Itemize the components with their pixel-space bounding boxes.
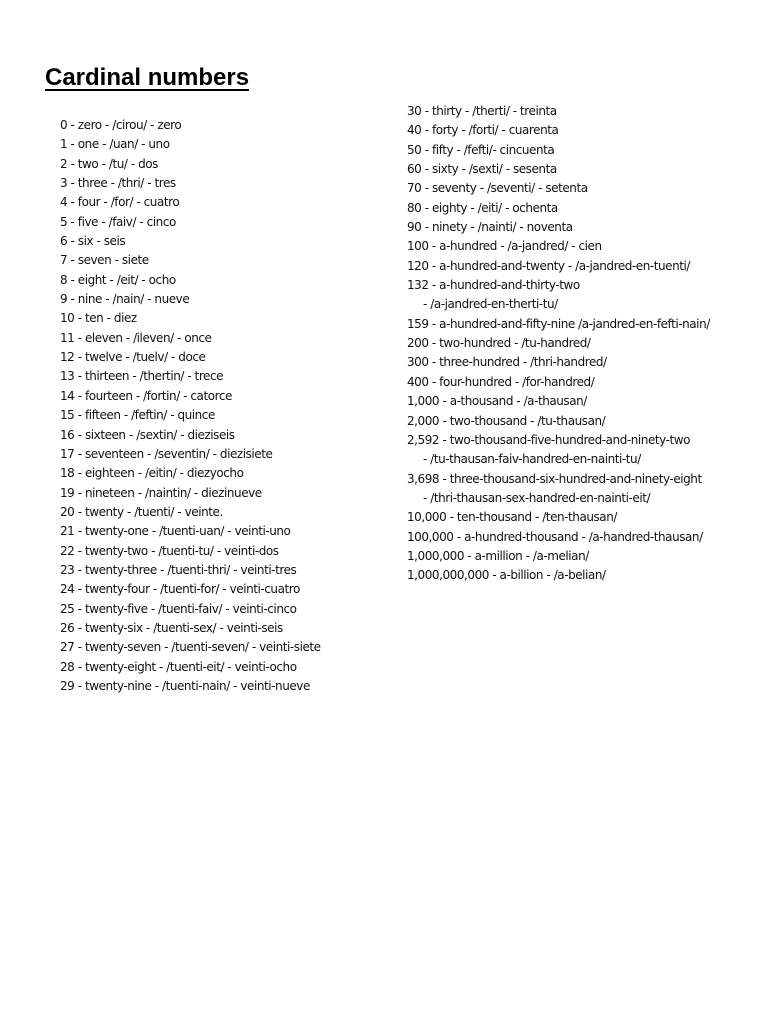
- number-entry: 7 - seven - siete: [60, 253, 149, 268]
- number-entry: 3,698 - three-thousand-six-hundred-and-ninety-eight: [407, 471, 702, 486]
- number-entry: 15 - fifteen - /feftin/ - quince: [60, 408, 215, 423]
- number-entry: 2 - two - /tu/ - dos: [60, 156, 158, 171]
- number-entry: 16 - sixteen - /sextin/ - dieziseis: [60, 427, 235, 442]
- number-entry: 12 - twelve - /tuelv/ - doce: [60, 350, 206, 365]
- number-entry: 28 - twenty-eight - /tuenti-eit/ - veinti-ocho: [60, 659, 297, 674]
- number-entry: 29 - twenty-nine - /tuenti-nain/ - veinti-nueve: [60, 678, 310, 693]
- number-entry: 40 - forty - /forti/ - cuarenta: [407, 123, 559, 138]
- number-entry: 21 - twenty-one - /tuenti-uan/ - veinti-uno: [60, 524, 291, 539]
- number-entry: 1,000 - a-thousand - /a-thausan/: [407, 394, 587, 409]
- number-entry-continuation: - /a-jandred-en-therti-tu/: [423, 297, 558, 312]
- number-entry: 2,592 - two-thousand-five-hundred-and-ninety-two: [407, 432, 690, 447]
- number-entry: 1,000,000,000 - a-billion - /a-belian/: [407, 568, 606, 583]
- number-entry: 159 - a-hundred-and-fifty-nine /a-jandred-en-fefti-nain/: [407, 316, 710, 331]
- number-entry: 27 - twenty-seven - /tuenti-seven/ - veinti-siete: [60, 640, 321, 655]
- number-entry: 120 - a-hundred-and-twenty - /a-jandred-en-tuenti/: [407, 258, 690, 273]
- number-entry: 400 - four-hundred - /for-handred/: [407, 374, 595, 389]
- number-entry: 22 - twenty-two - /tuenti-tu/ - veinti-dos: [60, 543, 279, 558]
- number-entry: 25 - twenty-five - /tuenti-faiv/ - veinti-cinco: [60, 601, 297, 616]
- number-entry: 30 - thirty - /therti/ - treinta: [407, 104, 557, 118]
- number-entry: 26 - twenty-six - /tuenti-sex/ - veinti-seis: [60, 620, 283, 635]
- number-entry: 14 - fourteen - /fortin/ - catorce: [60, 388, 232, 403]
- number-entry: 11 - eleven - /ileven/ - once: [60, 330, 212, 345]
- number-entry: 8 - eight - /eit/ - ocho: [60, 272, 176, 287]
- numbers-column-right: [407, 102, 757, 586]
- number-entry: 18 - eighteen - /eitin/ - diezyocho: [60, 466, 244, 481]
- numbers-column-left: [60, 116, 390, 696]
- number-entry: 0 - zero - /cirou/ - zero: [60, 118, 182, 132]
- number-entry: 1,000,000 - a-million - /a-melian/: [407, 548, 589, 563]
- number-entry: 9 - nine - /nain/ - nueve: [60, 292, 190, 307]
- page-title: Cardinal numbers: [45, 64, 250, 91]
- number-entry: 100 - a-hundred - /a-jandred/ - cien: [407, 239, 602, 254]
- number-entry: 6 - six - seis: [60, 234, 126, 249]
- number-entry: 80 - eighty - /eiti/ - ochenta: [407, 200, 558, 215]
- number-entry: 5 - five - /faiv/ - cinco: [60, 214, 176, 229]
- number-entry: 50 - fifty - /fefti/- cincuenta: [407, 142, 555, 157]
- number-entry: 2,000 - two-thousand - /tu-thausan/: [407, 413, 606, 428]
- number-entry-continuation: - /tu-thausan-faiv-handred-en-nainti-tu/: [423, 452, 641, 467]
- number-entry: 300 - three-hundred - /thri-handred/: [407, 355, 607, 370]
- number-entry: 24 - twenty-four - /tuenti-for/ - veinti-cuatro: [60, 582, 300, 597]
- number-entry: 3 - three - /thri/ - tres: [60, 176, 176, 191]
- number-entry: 60 - sixty - /sexti/ - sesenta: [407, 162, 557, 177]
- number-entry: 17 - seventeen - /seventin/ - diezisiete: [60, 446, 273, 461]
- number-entry: 23 - twenty-three - /tuenti-thri/ - veinti-tres: [60, 562, 297, 577]
- number-entry: 13 - thirteen - /thertin/ - trece: [60, 369, 224, 384]
- number-entry: 10,000 - ten-thousand - /ten-thausan/: [407, 510, 617, 525]
- number-entry: 132 - a-hundred-and-thirty-two: [407, 278, 580, 293]
- number-entry: 200 - two-hundred - /tu-handred/: [407, 336, 591, 351]
- number-entry: 100,000 - a-hundred-thousand - /a-handred-thausan/: [407, 529, 703, 544]
- number-entry: 10 - ten - diez: [60, 311, 137, 326]
- number-entry: 70 - seventy - /seventi/ - setenta: [407, 181, 588, 196]
- number-entry: 19 - nineteen - /naintin/ - diezinueve: [60, 485, 262, 500]
- number-entry: 1 - one - /uan/ - uno: [60, 137, 170, 152]
- number-entry: 4 - four - /for/ - cuatro: [60, 195, 180, 210]
- number-entry-continuation: - /thri-thausan-sex-handred-en-nainti-eit/: [423, 490, 651, 505]
- number-entry: 90 - ninety - /nainti/ - noventa: [407, 220, 573, 235]
- number-entry: 20 - twenty - /tuenti/ - veinte.: [60, 504, 223, 519]
